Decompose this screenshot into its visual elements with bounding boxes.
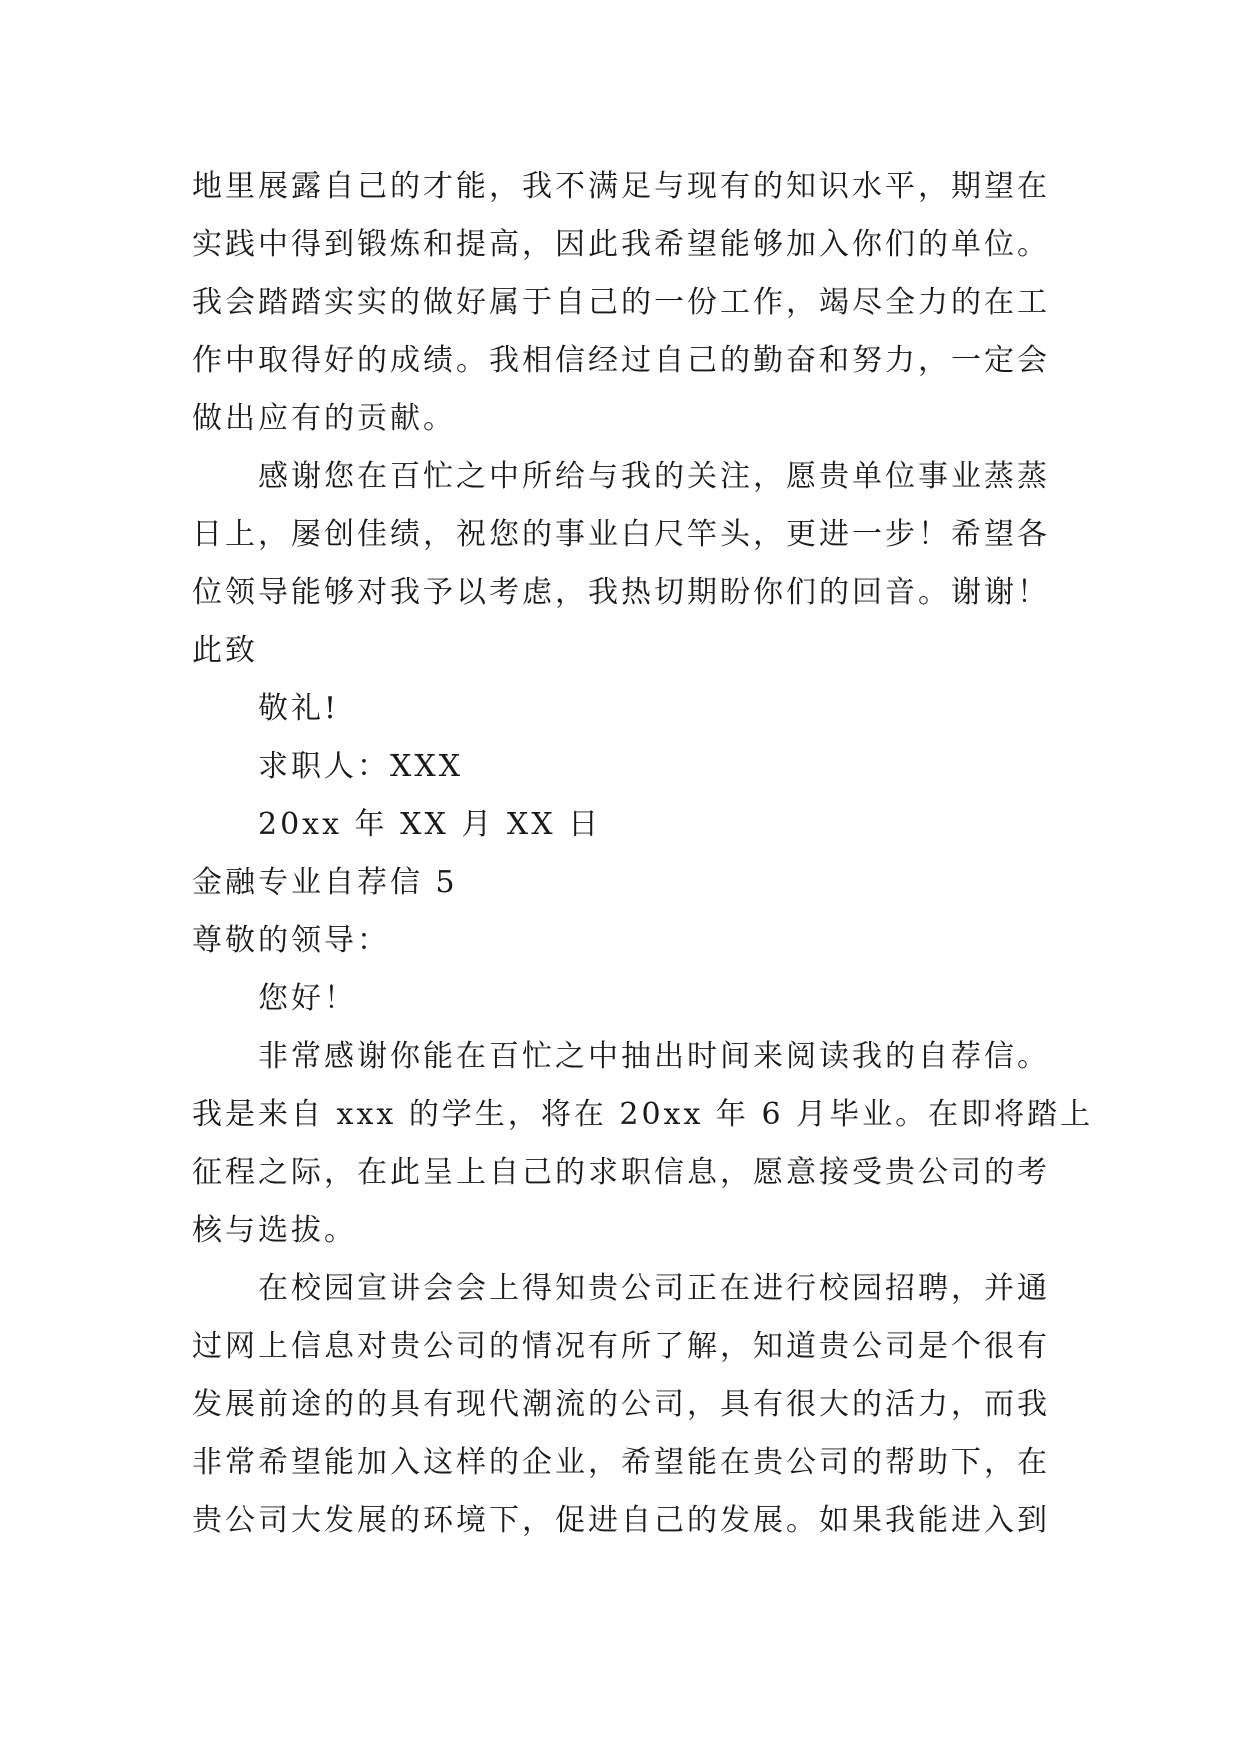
paragraph-line: 核与选拔。 (192, 1213, 357, 1248)
section-title: 金融专业自荐信 5 (192, 865, 458, 900)
paragraph-line: 征程之际，在此呈上自己的求职信息，愿意接受贵公司的考 (192, 1155, 1050, 1190)
paragraph-line: 作中取得好的成绩。我相信经过自己的勤奋和努力，一定会 (192, 343, 1050, 378)
paragraph-line: 做出应有的贡献。 (192, 401, 456, 436)
paragraph-line: 我是来自 xxx 的学生，将在 20xx 年 6 月毕业。在即将踏上 (192, 1097, 1094, 1132)
paragraph-line: 我会踏踏实实的做好属于自己的一份工作，竭尽全力的在工 (192, 285, 1050, 320)
signature-applicant: 求职人：XXX (258, 749, 464, 784)
paragraph-line: 位领导能够对我予以考虑，我热切期盼你们的回音。谢谢！ (192, 575, 1050, 610)
closing-regards: 敬礼! (258, 691, 340, 726)
paragraph-line: 地里展露自己的才能，我不满足与现有的知识水平，期望在 (192, 169, 1050, 204)
paragraph-line: 在校园宣讲会会上得知贵公司正在进行校园招聘，并通 (258, 1271, 1050, 1306)
paragraph-line: 感谢您在百忙之中所给与我的关注，愿贵单位事业蒸蒸 (258, 459, 1050, 494)
paragraph-line: 非常感谢你能在百忙之中抽出时间来阅读我的自荐信。 (258, 1039, 1050, 1074)
paragraph-line: 非常希望能加入这样的企业，希望能在贵公司的帮助下，在 (192, 1445, 1050, 1480)
signature-date: 20xx 年 XX 月 XX 日 (258, 807, 602, 842)
paragraph-line: 贵公司大发展的环境下，促进自己的发展。如果我能进入到 (192, 1503, 1050, 1538)
paragraph-line: 日上，屡创佳绩，祝您的事业白尺竿头，更进一步！希望各 (192, 517, 1050, 552)
paragraph-line: 发展前途的的具有现代潮流的公司，具有很大的活力，而我 (192, 1387, 1050, 1422)
paragraph-line: 实践中得到锻炼和提高，因此我希望能够加入你们的单位。 (192, 227, 1050, 262)
closing-salutation: 此致 (192, 633, 258, 668)
greeting-hello: 您好！ (258, 981, 357, 1016)
paragraph-line: 过网上信息对贵公司的情况有所了解，知道贵公司是个很有 (192, 1329, 1050, 1364)
greeting-recipient: 尊敬的领导： (192, 923, 390, 958)
